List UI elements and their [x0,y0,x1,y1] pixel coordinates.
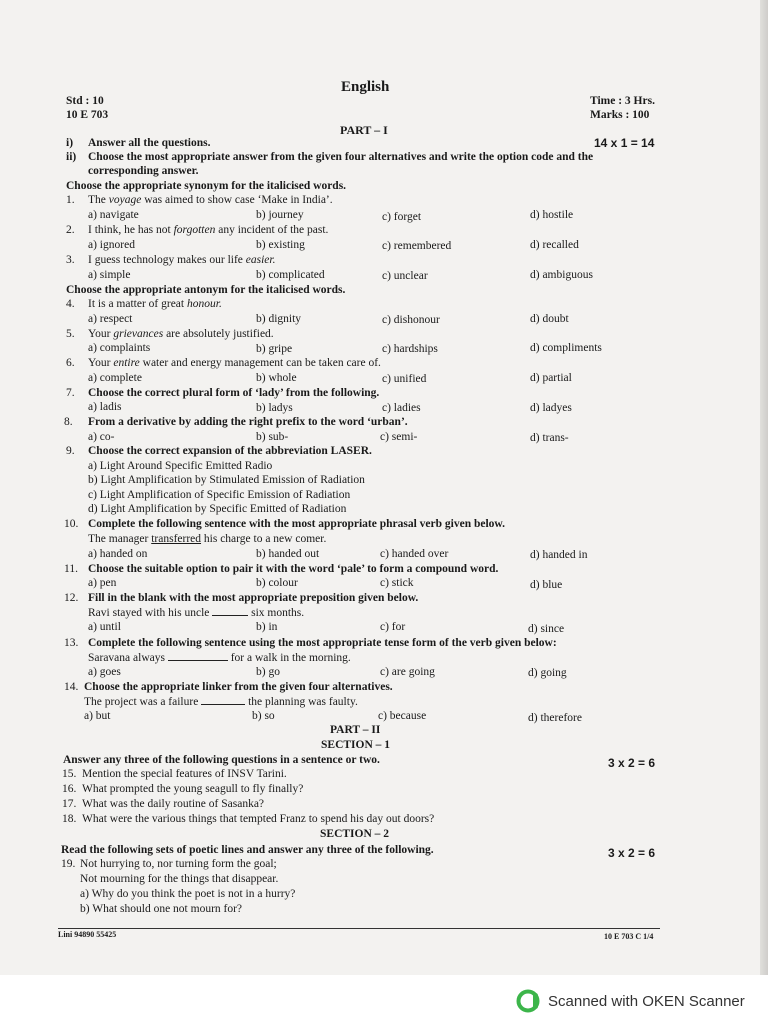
q3-stem: I guess technology makes our life easier. [88,254,276,266]
q8-number: 8. [64,416,73,428]
q5-number: 5. [66,328,75,340]
q10-sentence: The manager transferred his charge to a new comer. [88,533,327,545]
q12-option-a: a) until [88,621,121,633]
q11-option-d: d) blue [530,579,563,591]
q9-number: 9. [66,445,75,457]
part-one-marks: 14 x 1 = 14 [594,136,655,150]
q4-option-b: b) dignity [256,313,302,325]
q18-stem: What were the various things that tempted Franz to spend his day out doors? [82,813,435,825]
q3-number: 3. [66,254,75,266]
q7-option-d: d) ladyes [530,402,572,414]
footer-page-code: 10 E 703 C 1/4 [604,932,654,941]
q4-stem: It is a matter of great honour. [88,298,222,310]
q13-option-a: a) goes [88,666,121,678]
q8-option-b: b) sub- [256,431,289,443]
instruction-i-num: i) [66,137,74,149]
section-one-heading: SECTION – 1 [321,739,391,751]
q2-option-c: c) remembered [382,240,452,252]
q14-option-d: d) therefore [528,712,582,724]
q5-stem: Your grievances are absolutely justified. [88,328,274,340]
q1-option-b: b) journey [256,209,304,221]
q6-option-d: d) partial [530,372,572,384]
q7-option-b: b) ladys [256,402,293,414]
q1-option-c: c) forget [382,211,422,223]
q19-sub-b: b) What should one not mourn for? [80,903,243,915]
q8-option-c: c) semi- [380,431,418,443]
marks-label: Marks : 100 [590,109,650,121]
q13-option-d: d) going [528,667,567,679]
q10-option-c: c) handed over [380,548,449,560]
q3-option-d: d) ambiguous [530,269,593,281]
q12-option-b: b) in [256,621,278,633]
q10-option-d: d) handed in [530,549,588,561]
q8-option-d: d) trans- [530,432,569,444]
q7-option-a: a) ladis [88,401,122,413]
q14-option-a: a) but [84,710,111,722]
q19-number: 19. [61,858,76,870]
q9-option-c: c) Light Amplification of Specific Emission of Radiation [88,489,351,501]
q13-option-c: c) are going [380,666,435,678]
q11-number: 11. [64,563,78,575]
q13-blank[interactable] [168,650,228,661]
q13-option-b: b) go [256,666,280,678]
paper-code: 10 E 703 [66,109,109,121]
subject-title: English [341,79,390,95]
q9-option-d: d) Light Amplification by Specific Emitted of Radiation [88,503,347,515]
scanner-watermark [516,989,745,1013]
q3-option-a: a) simple [88,269,131,281]
q12-blank[interactable] [212,605,248,616]
q1-option-a: a) navigate [88,209,139,221]
section-two-heading: SECTION – 2 [320,828,390,840]
q6-option-b: b) whole [256,372,297,384]
q5-option-a: a) complaints [88,342,151,354]
q9-option-b: b) Light Amplification by Stimulated Emission of Radiation [88,474,365,486]
oken-scanner-logo-icon [516,989,540,1013]
q19-poem-line-2: Not mourning for the things that disappear. [80,873,279,885]
q4-option-a: a) respect [88,313,133,325]
q1-stem: The voyage was aimed to show case ‘Make in India’. [88,194,333,206]
q10-option-a: a) handed on [88,548,148,560]
q19-poem-line-1: Not hurrying to, nor turning form the goal; [80,858,277,870]
q13-stem: Complete the following sentence using the most appropriate tense form of the verb given below: [88,637,557,649]
footer-rule [58,928,660,929]
q7-number: 7. [66,387,75,399]
q4-option-d: d) doubt [530,313,569,325]
q16-number: 16. [62,783,77,795]
q5-option-c: c) hardships [382,343,438,355]
q6-stem: Your entire water and energy management can be taken care of. [88,357,381,369]
q13-number: 13. [64,637,79,649]
q9-stem: Choose the correct expansion of the abbreviation LASER. [88,445,372,457]
q6-number: 6. [66,357,75,369]
q5-option-d: d) compliments [530,342,602,354]
q2-stem: I think, he has not forgotten any incident of the past. [88,224,329,236]
q17-number: 17. [62,798,77,810]
q5-option-b: b) gripe [256,343,293,355]
part-two-heading: PART – II [330,724,381,736]
instruction-ii-cont: corresponding answer. [88,165,199,177]
q14-sentence: The project was a failure the planning was faulty. [84,696,358,708]
antonym-heading: Choose the appropriate antonym for the italicised words. [66,284,346,296]
q8-stem: From a derivative by adding the right prefix to the word ‘urban’. [88,416,408,428]
section-one-marks: 3 x 2 = 6 [608,756,656,770]
q10-stem: Complete the following sentence with the most appropriate phrasal verb given below. [88,518,505,530]
instruction-ii: Choose the most appropriate answer from the given four alternatives and write the option code and the [88,151,594,163]
q7-option-c: c) ladies [382,402,421,414]
std-label: Std : 10 [66,95,104,107]
footer-left-text: Lini 94890 55425 [58,930,117,939]
q1-number: 1. [66,194,75,206]
q3-option-c: c) unclear [382,270,428,282]
q12-sentence: Ravi stayed with his uncle six months. [88,607,305,619]
q17-stem: What was the daily routine of Sasanka? [82,798,265,810]
q3-option-b: b) complicated [256,269,325,281]
section-two-instructions: Read the following sets of poetic lines and answer any three of the following. [61,844,434,856]
q6-option-c: c) unified [382,373,427,385]
q13-sentence: Saravana always for a walk in the morning. [88,652,351,664]
time-label: Time : 3 Hrs. [590,95,655,107]
synonym-heading: Choose the appropriate synonym for the italicised words. [66,180,347,192]
q6-option-a: a) complete [88,372,142,384]
q14-stem: Choose the appropriate linker from the given four alternatives. [84,681,393,693]
q11-option-b: b) colour [256,577,298,589]
paper-edge [760,0,768,975]
instruction-i: Answer all the questions. [88,137,211,149]
q14-blank[interactable] [201,694,245,705]
part-one-heading: PART – I [340,123,388,137]
q11-option-a: a) pen [88,577,117,589]
q4-number: 4. [66,298,75,310]
q14-option-b: b) so [252,710,275,722]
q10-option-b: b) handed out [256,548,320,560]
q15-stem: Mention the special features of INSV Tarini. [82,768,287,780]
q14-option-c: c) because [378,710,427,722]
q11-option-c: c) stick [380,577,414,589]
q4-option-c: c) dishonour [382,314,440,326]
q14-number: 14. [64,681,79,693]
q8-option-a: a) co- [88,431,115,443]
q11-stem: Choose the suitable option to pair it with the word ‘pale’ to form a compound word. [88,563,499,575]
q10-number: 10. [64,518,79,530]
q7-stem: Choose the correct plural form of ‘lady’ from the following. [88,387,380,399]
section-two-marks: 3 x 2 = 6 [608,846,656,860]
q2-number: 2. [66,224,75,236]
q19-sub-a: a) Why do you think the poet is not in a hurry? [80,888,296,900]
q2-option-a: a) ignored [88,239,135,251]
q12-number: 12. [64,592,79,604]
q9-option-a: a) Light Around Specific Emitted Radio [88,460,273,472]
section-one-instructions: Answer any three of the following questions in a sentence or two. [63,754,380,766]
q18-number: 18. [62,813,77,825]
q2-option-d: d) recalled [530,239,579,251]
q2-option-b: b) existing [256,239,305,251]
instruction-ii-num: ii) [66,151,77,163]
q12-stem: Fill in the blank with the most appropriate preposition given below. [88,592,419,604]
q15-number: 15. [62,768,77,780]
scanner-text: Scanned with OKEN Scanner [548,992,745,1010]
q12-option-d: d) since [528,623,565,635]
q16-stem: What prompted the young seagull to fly finally? [82,783,304,795]
q1-option-d: d) hostile [530,209,574,221]
q12-option-c: c) for [380,621,406,633]
